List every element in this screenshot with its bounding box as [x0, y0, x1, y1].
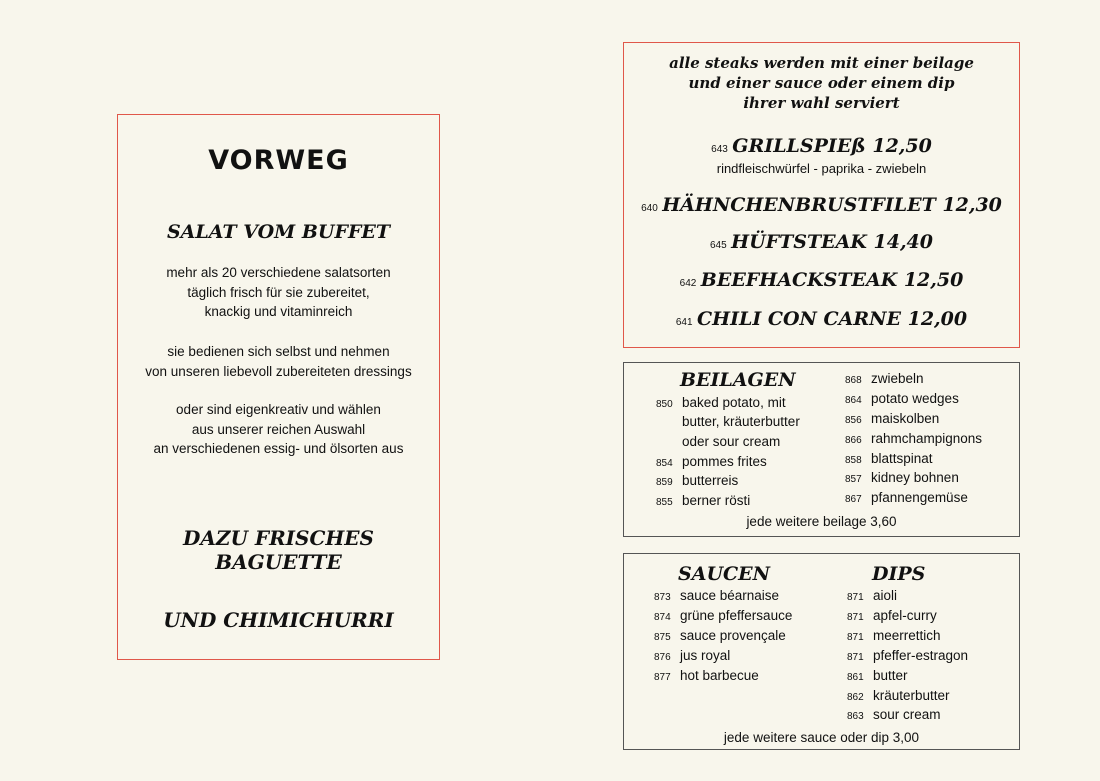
item-number: 859 — [656, 477, 673, 488]
item-number: 866 — [845, 435, 862, 446]
item-continuation: oder sour cream — [682, 434, 781, 449]
item-number: 871 — [847, 632, 864, 643]
list-item — [847, 707, 941, 722]
text-line: aus unserer reichen Auswahl — [191, 421, 366, 437]
list-item — [654, 588, 779, 603]
item-number: 871 — [847, 612, 864, 623]
item-name: pfeffer-estragon — [873, 648, 969, 663]
vorweg-title: VORWEG — [208, 145, 349, 176]
list-item — [656, 395, 786, 410]
vorweg-panel — [117, 114, 440, 660]
item-number: 867 — [845, 494, 862, 505]
item-name: kidney bohnen — [871, 470, 959, 485]
item-name: jus royal — [680, 648, 731, 663]
item-number: 875 — [654, 632, 671, 643]
item-number: 871 — [847, 652, 864, 663]
item-name: hot barbecue — [680, 668, 759, 683]
item-name-price: GRILLSPIEß 12,50 — [732, 135, 932, 157]
item-name: grüne pfeffersauce — [680, 608, 793, 623]
item-number: 864 — [845, 395, 862, 406]
item-name: zwiebeln — [871, 371, 924, 386]
text-line: knackig und vitaminreich — [204, 304, 353, 319]
steaks-panel — [623, 42, 1020, 348]
list-item — [654, 668, 759, 683]
salad-buffet-heading: SALAT VOM BUFFET — [166, 221, 391, 243]
steak-item-grillspiess — [624, 135, 1019, 157]
item-number: 863 — [847, 711, 864, 722]
item-number: 862 — [847, 692, 864, 703]
list-item — [654, 608, 792, 623]
item-number: 876 — [654, 652, 671, 663]
beilagen-title: BEILAGEN — [680, 369, 796, 391]
item-name: pommes frites — [682, 454, 767, 469]
steak-item-hueftsteak — [624, 231, 1019, 253]
salad-description-3 — [118, 400, 439, 459]
text-line: oder sind eigenkreativ und wählen — [176, 402, 381, 417]
list-item — [847, 588, 897, 603]
list-item — [845, 371, 924, 386]
item-number: 854 — [656, 458, 673, 469]
text-line: sie bedienen sich selbst und nehmen — [167, 344, 390, 359]
list-item — [845, 411, 939, 426]
item-name: berner rösti — [682, 493, 751, 508]
text-line: an verschiedenen essig- und ölsorten aus — [153, 441, 404, 456]
list-item — [845, 391, 959, 406]
item-name: sour cream — [873, 707, 941, 722]
item-number: 850 — [656, 399, 673, 410]
text-line: mehr als 20 verschiedene salatsorten — [166, 265, 391, 280]
chimichurri-heading: UND CHIMICHURRI — [163, 608, 394, 632]
list-item — [656, 473, 738, 488]
item-name-price: BEEFHACKSTEAK 12,50 — [700, 269, 964, 291]
item-name: meerrettich — [873, 628, 941, 643]
item-name: rahmchampignons — [871, 431, 983, 446]
dips-title: DIPS — [872, 563, 926, 585]
beilagen-panel — [623, 362, 1020, 537]
steak-item-beefhacksteak — [624, 269, 1019, 291]
list-item — [845, 431, 982, 446]
item-number: 868 — [845, 375, 862, 386]
list-item — [654, 648, 730, 663]
beilagen-footer: jede weitere beilage 3,60 — [746, 514, 897, 529]
item-number: 873 — [654, 592, 671, 603]
item-continuation: butter, kräuterbutter — [682, 414, 800, 429]
text-line: von unseren liebevoll zubereiteten dressings — [145, 363, 412, 379]
text-line: täglich frisch für sie zubereitet, — [187, 284, 370, 300]
steaks-intro — [624, 53, 1019, 113]
item-name: blattspinat — [871, 451, 933, 466]
item-number: 856 — [845, 415, 862, 426]
steak-item-chili-con-carne — [624, 308, 1019, 330]
intro-line: und einer sauce oder einem dip — [688, 74, 955, 92]
item-number: 857 — [845, 474, 862, 485]
item-number: 641 — [675, 317, 693, 328]
item-number: 645 — [710, 240, 727, 251]
list-item — [847, 668, 908, 683]
item-name: potato wedges — [871, 391, 959, 406]
sauce-footer: jede weitere sauce oder dip 3,00 — [723, 730, 920, 745]
salad-description-1 — [118, 263, 439, 322]
list-item — [845, 451, 933, 466]
steak-description: rindfleischwürfel - paprika - zwiebeln — [716, 161, 927, 176]
saucen-title: SAUCEN — [678, 563, 771, 585]
item-number: 861 — [847, 672, 864, 683]
item-name-price: HÄHNCHENBRUSTFILET 12,30 — [662, 194, 1002, 216]
item-number: 871 — [847, 592, 864, 603]
item-number: 877 — [654, 672, 671, 683]
item-number: 640 — [641, 203, 658, 214]
steak-item-haehnchenbrustfilet — [624, 194, 1019, 216]
list-item — [847, 688, 950, 703]
item-name: sauce provençale — [680, 628, 786, 643]
item-name: baked potato, mit — [682, 395, 786, 410]
item-name-price: CHILI CON CARNE 12,00 — [697, 308, 968, 330]
item-name-price: HÜFTSTEAK 14,40 — [731, 231, 933, 253]
item-number: 643 — [711, 144, 728, 155]
item-number: 874 — [654, 612, 671, 623]
item-name: maiskolben — [871, 411, 940, 426]
list-item — [847, 628, 941, 643]
item-name: aioli — [873, 588, 898, 603]
item-number: 858 — [845, 455, 862, 466]
item-name: butter — [873, 668, 908, 683]
saucen-dips-panel — [623, 553, 1020, 750]
intro-line: ihrer wahl serviert — [743, 94, 900, 112]
intro-line: alle steaks werden mit einer beilage — [669, 54, 974, 72]
list-item — [847, 608, 937, 623]
item-number: 855 — [656, 497, 673, 508]
list-item — [656, 454, 767, 469]
list-item — [654, 628, 786, 643]
list-item — [845, 470, 959, 485]
salad-description-2 — [118, 342, 439, 381]
item-name: pfannengemüse — [871, 490, 968, 505]
item-name: apfel-curry — [873, 608, 937, 623]
item-number: 642 — [679, 278, 697, 289]
list-item — [847, 648, 968, 663]
baguette-heading: DAZU FRISCHES BAGUETTE — [183, 526, 374, 574]
item-name: butterreis — [682, 473, 739, 488]
list-item — [845, 490, 968, 505]
item-name: sauce béarnaise — [680, 588, 780, 603]
item-name: kräuterbutter — [873, 688, 950, 703]
list-item — [656, 493, 750, 508]
